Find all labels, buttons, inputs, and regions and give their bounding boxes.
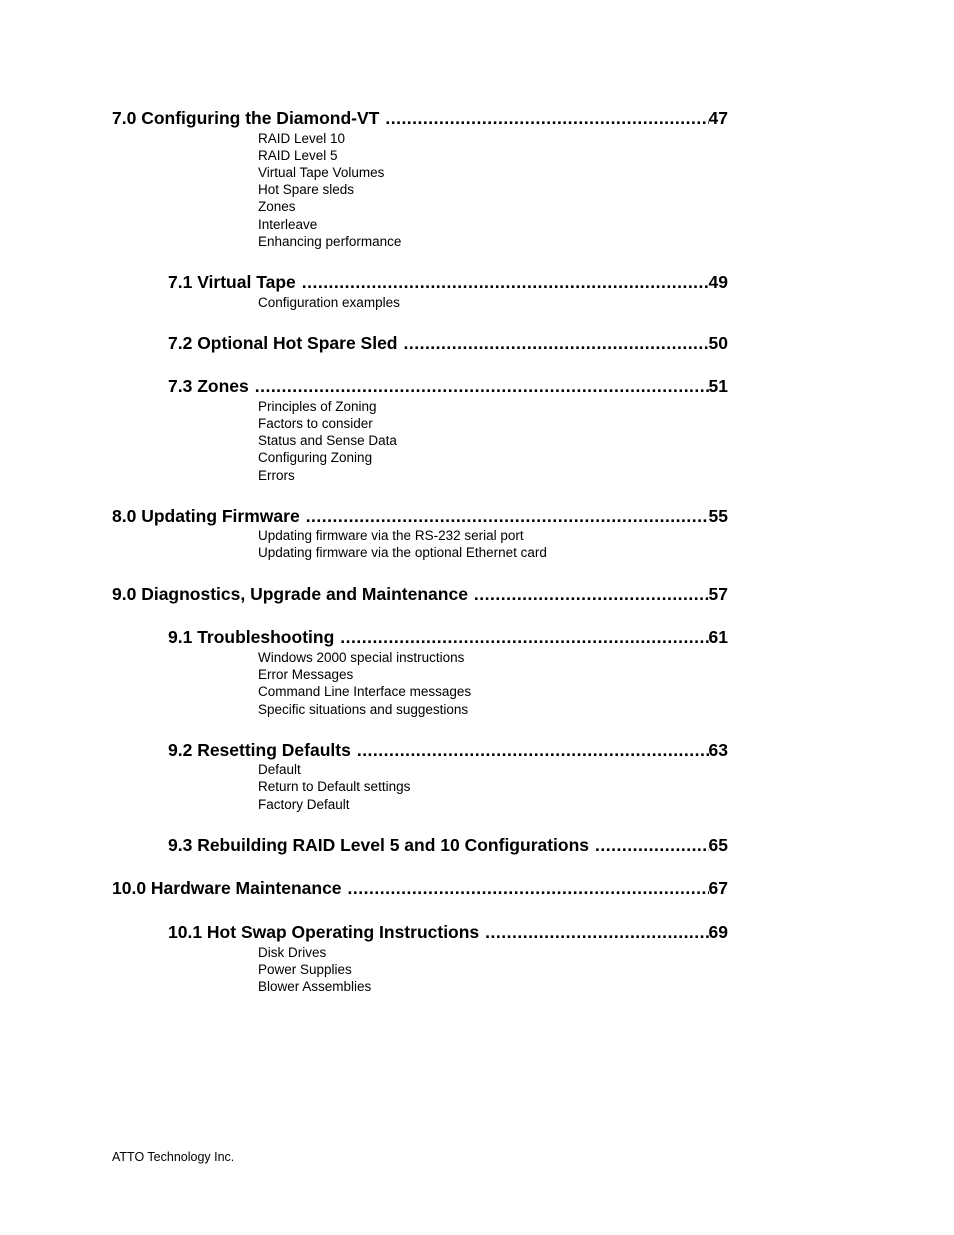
toc-entry-page: 49 [708,272,728,292]
toc-entry-7-3[interactable] [168,375,728,397]
toc-subitem: Zones [258,199,296,214]
toc-subitem: Disk Drives [258,945,327,960]
toc-subitem: Blower Assemblies [258,979,372,994]
toc-subitem: Windows 2000 special instructions [258,650,465,665]
toc-entry-page: 63 [708,740,728,760]
toc-entry-7-2[interactable] [168,332,728,354]
toc-subitem: Enhancing performance [258,234,402,249]
toc-leader-dots [306,505,709,527]
toc-leader-dots [255,375,709,397]
toc-leader-dots [340,626,708,648]
toc-entry-page: 69 [708,922,728,942]
toc-entry-title: 7.1 Virtual Tape [168,272,296,292]
toc-subitem: RAID Level 10 [258,131,346,146]
toc-entry-title: 10.1 Hot Swap Operating Instructions [168,922,480,942]
toc-entry-page: 67 [708,878,728,898]
toc-entry-title: 7.0 Configuring the Diamond-VT [112,108,380,128]
toc-entry-title: 8.0 Updating Firmware [112,506,300,526]
toc-subitem: Error Messages [258,667,354,682]
page-footer: ATTO Technology Inc. [112,1150,235,1164]
toc-subitem: Factors to consider [258,416,373,431]
toc-subitem: Power Supplies [258,962,352,977]
toc-entry-title: 10.0 Hardware Maintenance [112,878,342,898]
toc-leader-dots [474,583,709,605]
toc-leader-dots [404,332,709,354]
toc-entry-page: 50 [708,333,728,353]
toc-entry-9-3[interactable] [168,834,728,856]
toc-entry-page: 61 [708,627,728,647]
toc-entry-title: 9.2 Resetting Defaults [168,740,351,760]
toc-leader-dots [595,834,708,856]
toc-subitem: Configuration examples [258,295,400,310]
toc-subitem: Updating firmware via the RS-232 serial port [258,528,524,543]
toc-subitem: Updating firmware via the optional Ethernet card [258,545,547,560]
toc-subitem: RAID Level 5 [258,148,338,163]
toc-leader-dots [357,739,709,761]
toc-entry-7-1[interactable] [168,271,728,293]
toc-subitem: Default [258,762,301,777]
toc-entry-9-0[interactable] [112,583,728,605]
toc-entry-page: 47 [708,108,728,128]
toc-entry-title: 7.2 Optional Hot Spare Sled [168,333,398,353]
toc-subitem: Factory Default [258,797,350,812]
toc-entry-9-2[interactable] [168,739,728,761]
toc-entry-page: 57 [708,584,728,604]
toc-subitem: Virtual Tape Volumes [258,165,385,180]
toc-entry-9-1[interactable] [168,626,728,648]
toc-subitem: Hot Spare sleds [258,182,355,197]
toc-leader-dots [485,921,708,943]
toc-entry-10-1[interactable] [168,921,728,943]
toc-leader-dots [348,877,709,899]
toc-subitem: Specific situations and suggestions [258,702,469,717]
toc-subitem: Interleave [258,217,318,232]
toc-subitem: Command Line Interface messages [258,684,472,699]
toc-entry-page: 55 [708,506,728,526]
toc-entry-title: 9.0 Diagnostics, Upgrade and Maintenance [112,584,468,604]
toc-entry-title: 9.3 Rebuilding RAID Level 5 and 10 Configurations [168,835,590,855]
toc-entry-title: 7.3 Zones [168,376,249,396]
toc-subitem: Principles of Zoning [258,399,377,414]
toc-subitem: Return to Default settings [258,779,411,794]
toc-subitem: Status and Sense Data [258,433,397,448]
toc-entry-title: 9.1 Troubleshooting [168,627,335,647]
toc-entry-8-0[interactable] [112,505,728,527]
toc-entry-page: 51 [708,376,728,396]
toc-subitem: Errors [258,468,295,483]
toc-entry-10-0[interactable] [112,877,728,899]
toc-entry-page: 65 [708,835,728,855]
toc-subitem: Configuring Zoning [258,450,373,465]
toc-leader-dots [385,107,708,129]
toc-entry-7-0[interactable] [112,107,728,129]
toc-leader-dots [302,271,709,293]
